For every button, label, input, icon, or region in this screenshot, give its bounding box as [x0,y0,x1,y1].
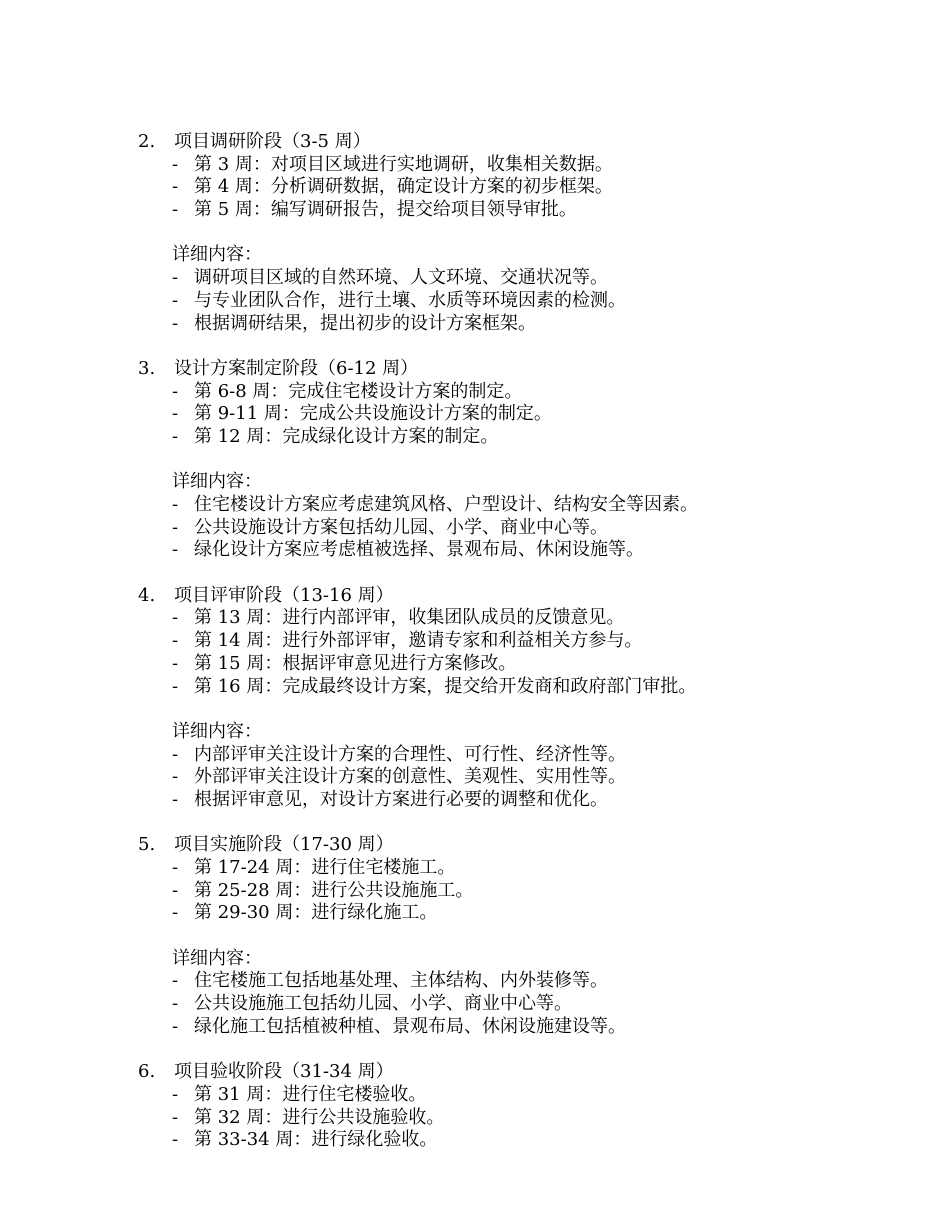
detail-item: - 外部评审关注设计方案的创意性、美观性、实用性等。 [172,766,626,788]
detail-item: - 绿化施工包括植被种植、景观布局、休闲设施建设等。 [172,1015,626,1037]
list-item: - 第 6-8 周：完成住宅楼设计方案的制定。 [172,380,523,402]
list-item: - 第 15 周：根据评审意见进行方案修改。 [172,652,517,674]
section-title: 项目调研阶段（3-5 周） [174,131,371,152]
list-item: - 第 16 周：完成最终设计方案，提交给开发商和政府部门审批。 [172,675,697,697]
detail-label: 详细内容： [172,720,262,742]
detail-item: - 调研项目区域的自然环境、人文环境、交通状况等。 [172,267,608,289]
list-item: - 第 33-34 周：进行绿化验收。 [172,1129,438,1151]
list-item: - 第 29-30 周：进行绿化施工。 [172,902,438,924]
section-number: 3. [138,357,156,379]
section-heading [0,834,950,857]
list-item: - 第 9-11 周：完成公共设施设计方案的制定。 [172,403,552,425]
section-heading [0,131,950,154]
list-item: - 第 31 周：进行住宅楼验收。 [172,1083,427,1105]
detail-item: - 根据调研结果，提出初步的设计方案框架。 [172,312,536,334]
detail-label: 详细内容： [172,244,262,266]
detail-item: - 根据评审意见，对设计方案进行必要的调整和优化。 [172,788,608,810]
section-heading [0,358,950,381]
section-implementation [0,834,950,1061]
document-body [0,131,950,1152]
list-item: - 第 25-28 周：进行公共设施施工。 [172,879,474,901]
section-title: 项目实施阶段（17-30 周） [174,834,394,856]
list-item: - 第 13 周：进行内部评审，收集团队成员的反馈意见。 [172,607,625,629]
list-item: - 第 32 周：进行公共设施验收。 [172,1106,445,1128]
section-number: 2. [138,131,156,152]
list-item: - 第 3 周：对项目区域进行实地调研，收集相关数据。 [172,153,613,175]
list-item: - 第 4 周：分析调研数据，确定设计方案的初步框架。 [172,176,613,198]
section-review [0,585,950,835]
detail-item: - 公共设施设计方案包括幼儿园、小学、商业中心等。 [172,516,608,538]
detail-item: - 内部评审关注设计方案的合理性、可行性、经济性等。 [172,743,626,765]
section-title: 项目验收阶段（31-34 周） [174,1061,394,1083]
detail-label: 详细内容： [172,471,262,493]
section-research [0,131,950,358]
section-acceptance [0,1061,950,1152]
section-number: 6. [138,1061,156,1083]
detail-item: - 住宅楼施工包括地基处理、主体结构、内外装修等。 [172,970,608,992]
section-heading [0,1061,950,1084]
detail-item: - 绿化设计方案应考虑植被选择、景观布局、休闲设施等。 [172,539,644,561]
detail-item: - 公共设施施工包括幼儿园、小学、商业中心等。 [172,993,572,1015]
list-item: - 第 12 周：完成绿化设计方案的制定。 [172,425,499,447]
section-title: 项目评审阶段（13-16 周） [174,584,394,606]
list-item: - 第 5 周：编写调研报告，提交给项目领导审批。 [172,199,577,221]
detail-item: - 住宅楼设计方案应考虑建筑风格、户型设计、结构安全等因素。 [172,494,698,515]
section-heading [0,585,950,608]
section-number: 4. [138,584,156,606]
section-title: 设计方案制定阶段（6-12 周） [174,357,419,379]
detail-item: - 与专业团队合作，进行土壤、水质等环境因素的检测。 [172,289,626,311]
detail-label: 详细内容： [172,947,262,969]
list-item: - 第 17-24 周：进行住宅楼施工。 [172,857,456,878]
section-number: 5. [138,834,156,856]
list-item: - 第 14 周：进行外部评审，邀请专家和利益相关方参与。 [172,630,643,652]
section-design [0,358,950,585]
